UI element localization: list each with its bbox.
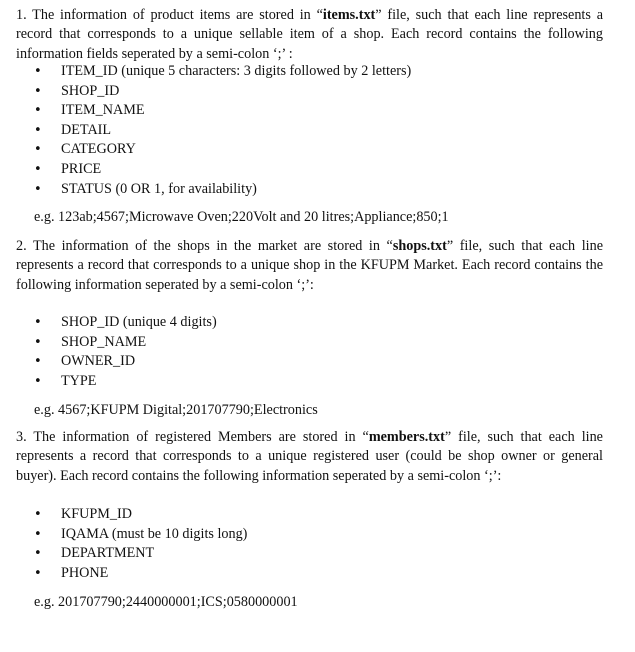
members-filename: members.txt [368,429,445,445]
list-item: • ITEM_NAME [34,101,411,121]
members-file-description [16,428,603,486]
items-filename: items.txt [322,7,376,23]
shops-filename: shops.txt [392,238,447,254]
list-item: • PRICE [34,160,411,180]
items-example: e.g. 123ab;4567;Microwave Oven;220Volt and 20 litres;Appliance;850;1 [34,209,449,225]
members-field-list [34,505,247,583]
list-item: • ITEM_ID (unique 5 characters: 3 digits followed by 2 letters) [34,62,411,82]
shops-file-description [16,237,603,295]
list-item: • STATUS (0 OR 1, for availability) [34,180,411,200]
list-item: • KFUPM_ID [34,505,247,525]
list-item: • IQAMA (must be 10 digits long) [34,525,247,545]
members-description-lead: 3. The information of registered Members are stored in “ [16,429,369,445]
items-description-tail: ” file, such that each line represents a record that corresponds to a unique sellable item of a shop. Each record contains the following information fields seperated by a semi-colon ‘;’ : [16,7,603,62]
list-item: • DEPARTMENT [34,544,247,564]
shops-description-tail: ” file, such that each line represents a record that corresponds to a unique shop in the KFUPM Market. Each record contains the following information seperated by a semi-colon ‘;’: [16,238,603,293]
shops-example: e.g. 4567;KFUPM Digital;201707790;Electronics [34,402,318,418]
items-description-lead: 1. The information of product items are stored in “ [16,7,323,23]
shops-description-lead: 2. The information of the shops in the market are stored in “ [16,238,393,254]
members-description-tail: ” file, such that each line represents a record that corresponds to a unique registered user (could be shop owner or general buyer). Each record contains the following information seperated by a semi-colon ‘;’: [16,429,603,484]
list-item: • SHOP_ID [34,82,411,102]
list-item: • DETAIL [34,121,411,141]
list-item: • TYPE [34,372,217,392]
shops-field-list [34,313,217,391]
items-file-description [16,6,603,64]
list-item: • SHOP_NAME [34,333,217,353]
list-item: • OWNER_ID [34,352,217,372]
list-item: • CATEGORY [34,140,411,160]
items-field-list [34,62,411,199]
list-item: • SHOP_ID (unique 4 digits) [34,313,217,333]
members-example: e.g. 201707790;2440000001;ICS;0580000001 [34,594,298,610]
list-item: • PHONE [34,564,247,584]
